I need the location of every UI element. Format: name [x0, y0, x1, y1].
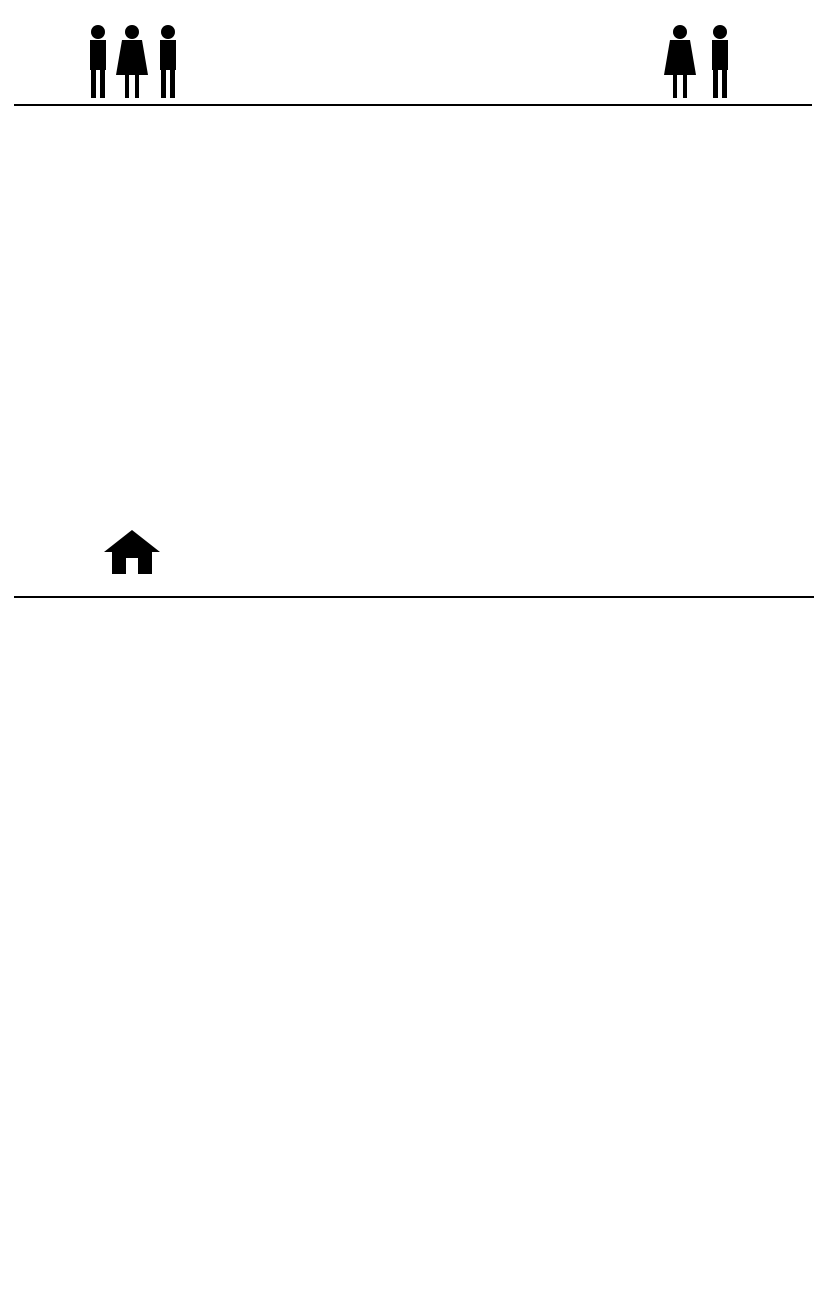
people-figures-icon [80, 20, 190, 100]
people-figures-icon [660, 20, 760, 100]
home-service-guide-banner [14, 532, 814, 590]
house-icon [102, 528, 162, 576]
help-wanted-columns [14, 108, 814, 528]
service-guide-columns [14, 596, 814, 1308]
top-rule [14, 104, 812, 106]
employment-masthead [60, 20, 760, 100]
